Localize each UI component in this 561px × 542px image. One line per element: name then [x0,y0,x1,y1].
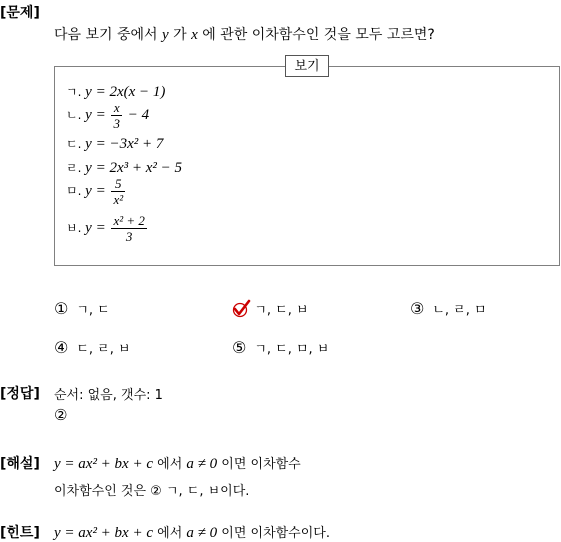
problem-header: [문제] [0,5,40,21]
choice-number: ① [54,299,69,318]
fraction-denominator: x² [113,192,124,207]
fraction-numerator: x [111,100,122,116]
fraction-numerator: 5 [111,176,125,192]
checkmark-icon [231,299,251,319]
hint-header: [힌트] [0,525,40,541]
bogi-item-rest: − 4 [127,106,150,123]
hint-cond: a ≠ 0 [186,525,218,541]
choice-4[interactable] [54,338,131,357]
question-text [54,24,435,44]
explanation-text-2: 이면 이차함수 [217,457,301,472]
question-var-x: x [191,27,198,43]
bogi-item-letter: ㅂ. [66,220,82,235]
bogi-item-expr: y = 2x(x − 1) [85,84,166,100]
choice-3[interactable] [410,299,487,318]
explanation-text-1: 에서 [153,457,187,472]
explanation-cond: a ≠ 0 [186,456,218,472]
explanation-line-1 [54,453,301,473]
bogi-item-2 [66,100,150,131]
choice-1[interactable] [54,299,110,318]
hint-line [54,522,330,542]
fraction-denominator: 3 [125,229,133,244]
choice-text: ㄱ, ㄷ, ㅂ [254,303,309,318]
bogi-item-letter: ㄴ. [66,107,82,122]
bogi-title: 보기 [285,55,329,77]
choice-5[interactable] [232,338,329,357]
hint-math: y = ax² + bx + c [54,525,153,541]
bogi-item-expr: y = 2x³ + x² − 5 [85,160,183,176]
choice-text: ㄴ, ㄹ, ㅁ [432,303,487,318]
bogi-item-3 [66,135,163,155]
choice-number: ④ [54,338,69,357]
bogi-item-expr: y = −3x² + 7 [85,136,164,152]
bogi-item-letter: ㅁ. [66,183,82,198]
hint-text-1: 에서 [153,526,187,541]
choice-number: ③ [410,299,425,318]
answer-line-1: 순서: 없음, 갯수: 1 [54,388,163,403]
question-text-post: 에 관한 이차함수인 것을 모두 고르면? [197,27,435,43]
choice-number: ⑤ [232,338,247,357]
bogi-item-letter: ㄷ. [66,137,82,151]
question-text-mid: 가 [168,27,192,43]
fraction [111,176,125,207]
question-text-pre: 다음 보기 중에서 [54,27,163,43]
explanation-header: [해설] [0,456,40,472]
choice-text: ㄱ, ㄷ, ㅁ, ㅂ [254,342,330,357]
answer-header: [정답] [0,386,40,402]
bogi-item-lhs: y = [85,182,106,199]
fraction [111,213,146,244]
choice-text: ㄷ, ㄹ, ㅂ [76,342,131,357]
bogi-item-6 [66,213,149,244]
fraction-numerator: x² + 2 [113,213,145,228]
answer-line-2: ② [54,406,68,424]
bogi-item-letter: ㄹ. [66,161,82,175]
bogi-item-5 [66,176,127,207]
bogi-item-lhs: y = [85,219,106,236]
hint-text-2: 이면 이차함수이다. [217,526,330,541]
fraction-denominator: 3 [113,116,120,131]
bogi-item-letter: ㄱ. [66,85,82,99]
bogi-item-lhs: y = [85,106,106,123]
explanation-line-2: 이차함수인 것은 ② ㄱ, ㄷ, ㅂ이다. [54,484,250,499]
fraction [111,100,122,131]
question-var-y: y [162,27,169,43]
choice-text: ㄱ, ㄷ [76,303,110,318]
explanation-math: y = ax² + bx + c [54,456,153,472]
